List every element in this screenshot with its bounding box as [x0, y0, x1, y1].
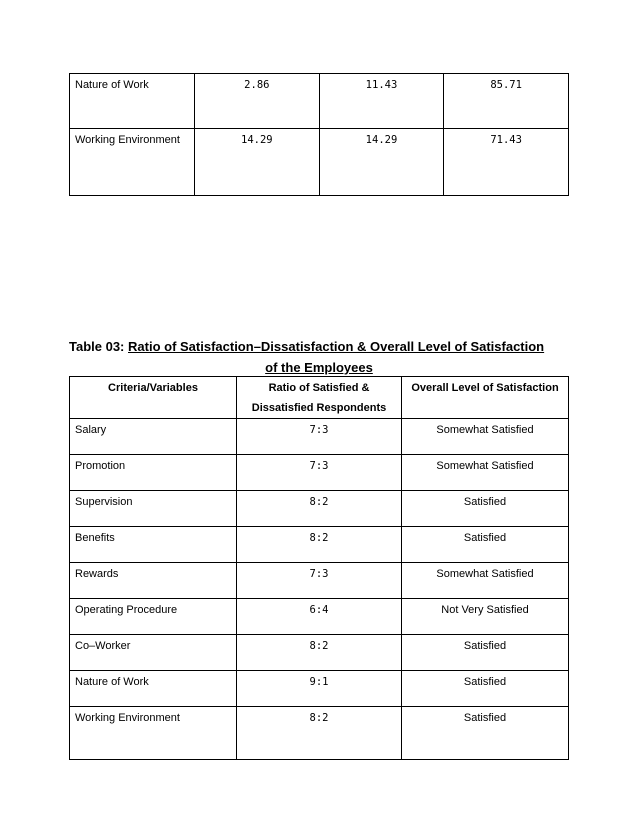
criteria-cell: Rewards [70, 563, 237, 599]
level-cell: Satisfied [402, 707, 569, 760]
table-row [70, 563, 569, 599]
table-row [70, 599, 569, 635]
cell-value: 71.43 [444, 129, 569, 196]
satisfaction-table [69, 376, 569, 760]
cell-value: 14.29 [319, 129, 444, 196]
table-row [70, 491, 569, 527]
ratio-cell: 7:3 [237, 455, 402, 491]
table-caption-line2 [69, 358, 569, 377]
header-level: Overall Level of Satisfaction [402, 377, 569, 419]
table-row [70, 419, 569, 455]
header-ratio-line2: Dissatisfied Respondents [251, 402, 387, 414]
ratio-cell: 7:3 [237, 563, 402, 599]
ratio-cell: 8:2 [237, 491, 402, 527]
table-caption [69, 337, 569, 356]
cell-value: 14.29 [195, 129, 320, 196]
continued-table [69, 73, 569, 196]
header-ratio [237, 377, 402, 419]
cell-value: 85.71 [444, 74, 569, 129]
level-cell: Satisfied [402, 635, 569, 671]
cell-value: 11.43 [319, 74, 444, 129]
criteria-cell: Co–Worker [70, 635, 237, 671]
criteria-cell: Operating Procedure [70, 599, 237, 635]
row-label: Nature of Work [70, 74, 195, 129]
level-cell: Satisfied [402, 491, 569, 527]
criteria-cell: Working Environment [70, 707, 237, 760]
caption-title-line2: of the Employees [265, 360, 373, 375]
criteria-cell: Benefits [70, 527, 237, 563]
level-cell: Somewhat Satisfied [402, 419, 569, 455]
header-row [70, 377, 569, 419]
caption-title-line1: Ratio of Satisfaction–Dissatisfaction & Overall Level of Satisfaction [128, 339, 545, 354]
level-cell: Somewhat Satisfied [402, 563, 569, 599]
table-row [70, 707, 569, 760]
ratio-cell: 9:1 [237, 671, 402, 707]
level-cell: Not Very Satisfied [402, 599, 569, 635]
table-row [70, 527, 569, 563]
ratio-cell: 8:2 [237, 707, 402, 760]
level-cell: Satisfied [402, 671, 569, 707]
row-label: Working Environment [70, 129, 195, 196]
cell-value: 2.86 [195, 74, 320, 129]
criteria-cell: Nature of Work [70, 671, 237, 707]
table-row [70, 129, 569, 196]
table-row [70, 74, 569, 129]
criteria-cell: Supervision [70, 491, 237, 527]
header-criteria: Criteria/Variables [70, 377, 237, 419]
criteria-cell: Promotion [70, 455, 237, 491]
ratio-cell: 8:2 [237, 635, 402, 671]
table-row [70, 635, 569, 671]
ratio-cell: 8:2 [237, 527, 402, 563]
table-row [70, 671, 569, 707]
level-cell: Somewhat Satisfied [402, 455, 569, 491]
ratio-cell: 6:4 [237, 599, 402, 635]
table-row [70, 455, 569, 491]
criteria-cell: Salary [70, 419, 237, 455]
caption-prefix: Table 03: [69, 339, 125, 354]
header-ratio-line1: Ratio of Satisfied & [268, 382, 370, 394]
level-cell: Satisfied [402, 527, 569, 563]
ratio-cell: 7:3 [237, 419, 402, 455]
